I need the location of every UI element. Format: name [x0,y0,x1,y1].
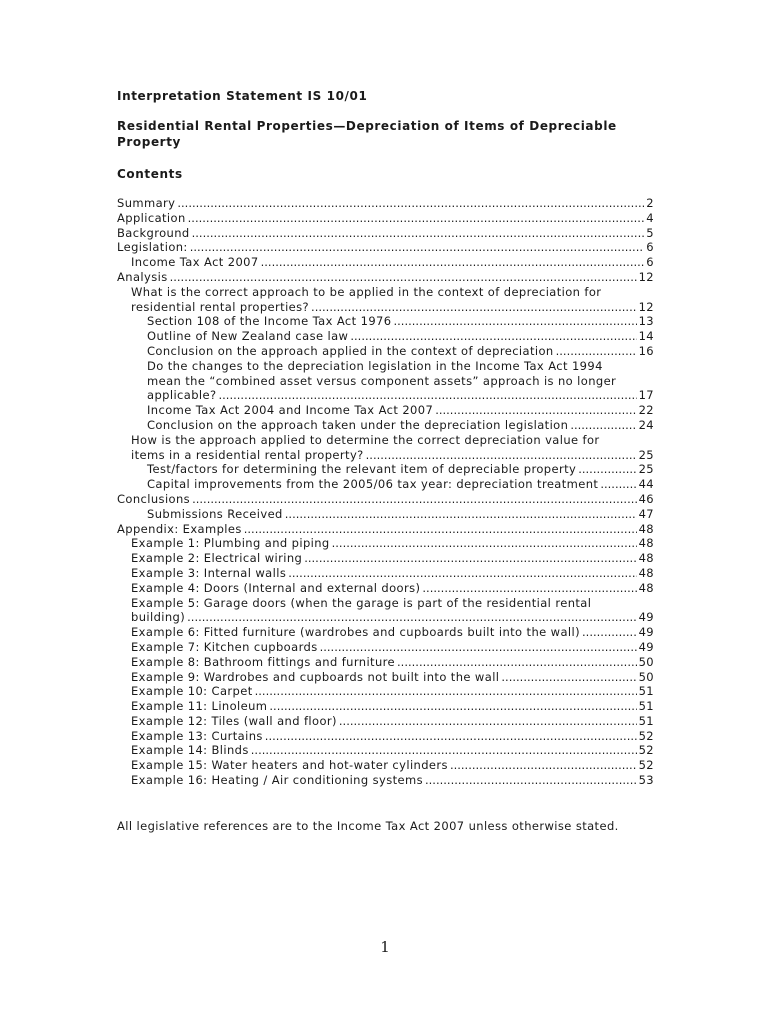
dot-leader [450,758,637,773]
dot-leader [170,270,637,285]
toc-entry[interactable] [117,196,654,211]
toc-page-number: 51 [638,684,654,699]
toc-entry-title: Example 4: Doors (Internal and external doors) [131,580,421,595]
dot-leader [188,211,645,226]
toc-entry-title: Example 3: Internal walls [131,565,287,580]
toc-page-number: 4 [646,210,654,225]
toc-page-number: 13 [638,314,654,329]
dot-leader [255,684,637,699]
dot-leader [311,300,637,315]
toc-entry[interactable] [117,255,654,270]
toc-entry[interactable] [117,211,654,226]
toc-entry-title: items in a residential rental property? [131,447,364,462]
dot-leader [285,507,637,522]
toc-entry-title: Income Tax Act 2004 and Income Tax Act 2007 [147,403,434,418]
toc-entry-title-line: Example 5: Garage doors (when the garage is part of the residential rental [131,595,592,610]
toc-entry[interactable] [117,684,654,699]
toc-entry[interactable] [117,625,654,640]
toc-entry[interactable] [117,566,654,581]
dot-leader [190,240,645,255]
toc-page-number: 25 [638,462,654,477]
toc-entry-title: Income Tax Act 2007 [131,255,259,270]
toc-page-number: 2 [646,196,654,210]
toc-page-number: 44 [638,477,654,492]
toc-entry-title: Analysis [117,269,168,284]
toc-entry[interactable] [117,492,654,507]
toc-entry-title: building) [131,610,186,625]
toc-entry[interactable] [117,329,654,344]
toc-entry-title: Example 16: Heating / Air conditioning systems [131,773,423,788]
toc-entry[interactable] [117,773,654,788]
dot-leader [393,314,636,329]
toc-entry[interactable] [117,285,654,315]
dot-leader [600,477,636,492]
toc-page-number: 49 [638,625,654,640]
dot-leader [177,196,644,211]
toc-entry-title: Legislation: [117,240,188,255]
toc-entry[interactable] [117,344,654,359]
document-title: Residential Rental Properties—Depreciation of Items of Depreciable Property [117,119,617,149]
toc-page-number: 5 [646,225,654,240]
dot-leader [320,640,637,655]
toc-page-number: 49 [638,610,654,625]
toc-entry-title: Capital improvements from the 2005/06 tax year: depreciation treatment [147,477,599,492]
toc-entry[interactable] [117,670,654,685]
toc-entry[interactable] [117,655,654,670]
toc-entry-title: Conclusion on the approach taken under the depreciation legislation [147,417,569,432]
toc-page-number: 52 [638,728,654,743]
dot-leader [366,448,637,463]
dot-leader [570,418,636,433]
toc-entry[interactable] [117,699,654,714]
toc-entry[interactable] [117,433,654,463]
toc-entry[interactable] [117,462,654,477]
toc-page-number: 14 [638,329,654,344]
toc-entry-title: Example 2: Electrical wiring [131,551,303,566]
toc-page-number: 6 [646,255,654,270]
dot-leader [556,344,637,359]
dot-leader [578,462,636,477]
toc-entry[interactable] [117,314,654,329]
toc-entry[interactable] [117,714,654,729]
toc-entry-title: Example 8: Bathroom fittings and furniture [131,654,396,669]
toc-entry-title: Example 12: Tiles (wall and floor) [131,713,337,728]
toc-entry[interactable] [117,522,654,537]
toc-entry-title: Section 108 of the Income Tax Act 1976 [147,314,392,329]
dot-leader [339,714,637,729]
toc-entry[interactable] [117,581,654,596]
toc-entry-title: Example 15: Water heaters and hot-water cylinders [131,758,448,773]
toc-entry[interactable] [117,536,654,551]
toc-entry-title: Background [117,225,190,240]
dot-leader [425,773,637,788]
toc-page-number: 46 [638,491,654,506]
dot-leader [192,492,636,507]
toc-entry-title: Example 7: Kitchen cupboards [131,639,318,654]
toc-entry-title: Summary [117,196,176,210]
document-page [117,88,654,788]
toc-entry-title: Example 9: Wardrobes and cupboards not built into the wall [131,669,500,684]
toc-page-number: 48 [638,551,654,566]
toc-entry-title: Example 1: Plumbing and piping [131,536,330,551]
toc-page-number: 24 [638,417,654,432]
dot-leader [269,699,636,714]
toc-entry[interactable] [117,226,654,241]
toc-entry-title: Submissions Received [147,506,283,521]
toc-entry-title: Example 10: Carpet [131,684,253,699]
contents-heading: Contents [117,167,183,181]
table-of-contents [117,196,654,788]
dot-leader [288,566,636,581]
toc-entry-title: Example 6: Fitted furniture (wardrobes and cupboards built into the wall) [131,625,581,640]
toc-page-number: 51 [638,699,654,714]
toc-entry[interactable] [117,507,654,522]
toc-page-number: 16 [638,343,654,358]
toc-page-number: 48 [638,565,654,580]
dot-leader [304,551,636,566]
toc-page-number: 53 [638,773,654,788]
dot-leader [261,255,645,270]
toc-entry[interactable] [117,403,654,418]
dot-leader [187,610,636,625]
legislative-references-note: All legislative references are to the Income Tax Act 2007 unless otherwise stated. [117,819,619,833]
toc-entry-title: Example 11: Linoleum [131,699,268,714]
toc-entry-title: Conclusions [117,491,191,506]
toc-entry-title: residential rental properties? [131,299,310,314]
toc-entry[interactable] [117,640,654,655]
toc-entry-title: Example 14: Blinds [131,743,249,758]
toc-entry[interactable] [117,240,654,255]
dot-leader [192,226,645,241]
toc-entry-title: Example 13: Curtains [131,728,263,743]
toc-page-number: 49 [638,639,654,654]
toc-entry[interactable] [117,743,654,758]
dot-leader [265,729,637,744]
dot-leader [251,743,637,758]
dot-leader [332,536,637,551]
toc-page-number: 12 [638,269,654,284]
toc-page-number: 25 [638,447,654,462]
toc-page-number: 47 [638,506,654,521]
page-number: 1 [380,938,390,956]
toc-entry[interactable] [117,270,654,285]
toc-entry[interactable] [117,758,654,773]
dot-leader [397,655,637,670]
toc-entry-title-line: How is the approach applied to determine the correct depreciation value for [131,432,600,447]
toc-page-number: 17 [638,388,654,403]
toc-entry-title-line: mean the “combined asset versus component assets” approach is no longer [147,373,617,388]
dot-leader [435,403,636,418]
toc-entry-title: applicable? [147,388,217,403]
toc-entry-title-line: What is the correct approach to be applied in the context of depreciation for [131,284,602,299]
toc-entry-title: Test/factors for determining the relevant item of depreciable property [147,462,577,477]
dot-leader [422,581,636,596]
document-heading: Interpretation Statement IS 10/01 [117,89,368,103]
toc-entry[interactable] [117,418,654,433]
toc-page-number: 22 [638,403,654,418]
toc-entry[interactable] [117,596,654,626]
toc-entry[interactable] [117,551,654,566]
toc-entry-title: Appendix: Examples [117,521,242,536]
toc-page-number: 48 [638,536,654,551]
toc-page-number: 48 [638,580,654,595]
dot-leader [582,625,637,640]
toc-entry[interactable] [117,359,654,403]
toc-page-number: 12 [638,299,654,314]
toc-entry[interactable] [117,477,654,492]
dot-leader [218,388,636,403]
toc-page-number: 48 [638,521,654,536]
toc-page-number: 6 [646,240,654,255]
toc-page-number: 52 [638,758,654,773]
toc-page-number: 50 [638,654,654,669]
toc-entry-title: Application [117,210,186,225]
toc-entry-title: Conclusion on the approach applied in the context of depreciation [147,343,554,358]
toc-page-number: 51 [638,713,654,728]
toc-page-number: 52 [638,743,654,758]
dot-leader [244,522,637,537]
toc-entry-title-line: Do the changes to the depreciation legislation in the Income Tax Act 1994 [147,358,603,373]
dot-leader [501,670,636,685]
dot-leader [350,329,636,344]
toc-entry[interactable] [117,729,654,744]
toc-entry-title: Outline of New Zealand case law [147,329,349,344]
toc-page-number: 50 [638,669,654,684]
